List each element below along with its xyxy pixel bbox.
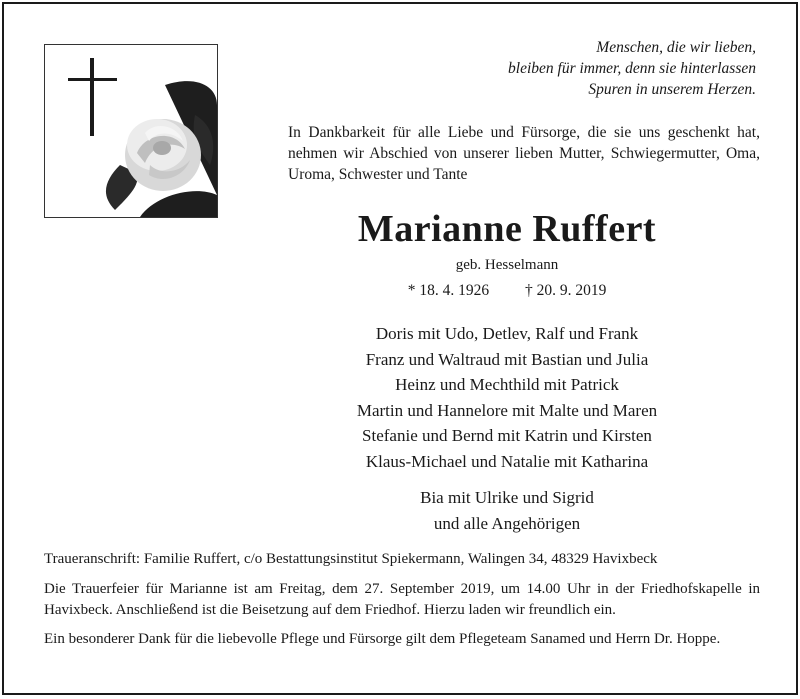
family-line: Martin und Hannelore mit Malte und Maren: [356, 400, 658, 420]
family-list-extra: [218, 485, 796, 536]
cross-icon: [45, 45, 217, 217]
cross-rose-image: [44, 44, 218, 218]
poem-line: bleiben für immer, denn sie hinterlassen: [508, 60, 756, 77]
birth-name: geb. Hesselmann: [455, 257, 559, 273]
family-line: Klaus-Michael und Natalie mit Katharina: [365, 451, 649, 471]
family-list: [218, 321, 796, 474]
family-line: Franz und Waltraud mit Bastian und Julia: [365, 349, 649, 369]
ceremony-info: Die Trauerfeier für Marianne ist am Freitag, dem 27. September 2019, um 14.00 Uhr in der Friedhofskapelle in Havixbeck. Anschließend ist die Beisetzung auf dem Friedhof. Hierzu laden wir freundlich ein.: [44, 581, 760, 618]
death-date: † 20. 9. 2019: [524, 282, 607, 299]
poem-line: Spuren in unserem Herzen.: [588, 81, 756, 98]
family-line: Bia mit Ulrike und Sigrid: [420, 488, 594, 507]
family-line: Stefanie und Bernd mit Katrin und Kirsten: [362, 426, 652, 445]
family-line: Doris mit Udo, Detlev, Ralf und Frank: [375, 324, 639, 343]
intro-text: In Dankbarkeit für alle Liebe und Fürsorge, die sie uns geschenkt hat, nehmen wir Abschied von unserer lieben Mutter, Schwiegermutter, Oma, Uroma, Schwester und Tante: [288, 124, 760, 183]
deceased-name: Marianne Ruffert: [357, 208, 657, 250]
obituary-notice: [2, 2, 798, 695]
poem-line: Menschen, die wir lieben,: [596, 39, 756, 56]
family-line: und alle Angehörigen: [433, 513, 581, 533]
thanks-note: Ein besonderer Dank für die liebevolle Pflege und Fürsorge gilt dem Pflegeteam Sanamed und Herrn Dr. Hoppe.: [44, 631, 721, 647]
mourning-address: Traueranschrift: Familie Ruffert, c/o Bestattungsinstitut Spiekermann, Walingen 34, 48329 Havixbeck: [44, 551, 658, 567]
family-line: Heinz und Mechthild mit Patrick: [395, 375, 619, 394]
life-dates: [218, 282, 796, 300]
birth-date: * 18. 4. 1926: [407, 282, 490, 299]
poem: [508, 37, 756, 100]
